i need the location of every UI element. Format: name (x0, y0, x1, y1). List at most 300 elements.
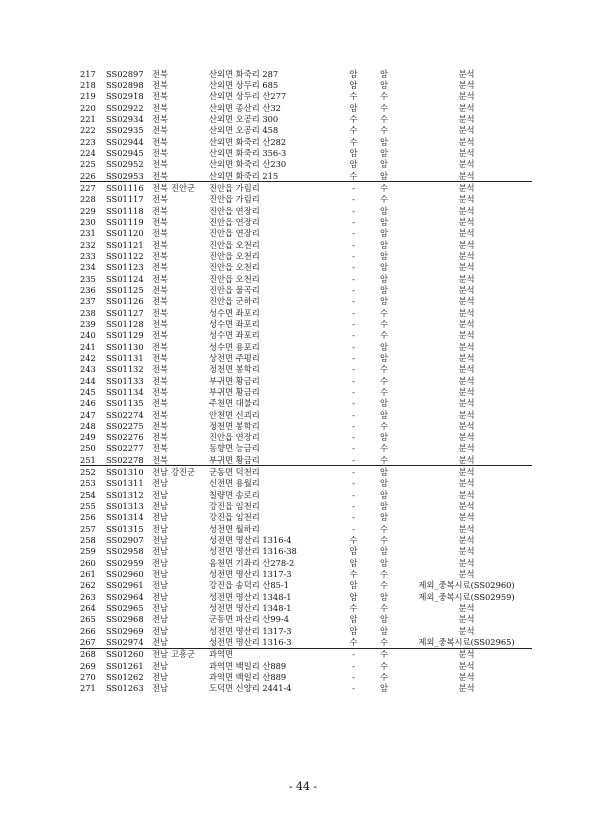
analysis-note: 분석 (458, 364, 475, 375)
sex-b: 암 (379, 546, 388, 557)
row-number: 238 (80, 307, 96, 318)
analysis-note: 분석 (458, 136, 475, 147)
county (171, 79, 209, 90)
sample-id: SS02953 (106, 170, 144, 181)
analysis-note: 분석 (458, 341, 475, 352)
sex-b: 암 (379, 250, 388, 261)
row-number: 246 (80, 398, 96, 409)
sex-a: - (352, 284, 355, 295)
sex-b: 수 (367, 182, 401, 194)
analysis-note: 분석 (458, 113, 475, 124)
address: 부귀면 황금리 (209, 454, 260, 465)
sample-id: SS01119 (106, 216, 144, 227)
sample-id: SS01135 (106, 398, 144, 409)
address: 진안읍 연장리 (209, 216, 260, 227)
analysis-note: 분석 (458, 386, 475, 397)
sample-id: SS02964 (106, 591, 144, 602)
county (171, 512, 209, 523)
sex-b: 수 (379, 454, 388, 465)
address: 산외면 화죽리 산230 (209, 159, 287, 170)
table-row (80, 318, 532, 329)
sex-a: - (352, 228, 355, 239)
row-number: 229 (80, 205, 96, 216)
sex-a: - (352, 478, 355, 489)
address: 진안읍 오천리 (209, 262, 260, 273)
table-row (80, 194, 532, 205)
analysis-note: 분석 (458, 512, 475, 523)
province: 전북 (152, 170, 169, 181)
analysis-note: 분석 (458, 614, 475, 625)
address: 산외면 종산리 산32 (209, 102, 281, 113)
analysis-note: 분석 (458, 625, 475, 636)
province: 전북 (152, 318, 169, 329)
sex-b: 암 (379, 591, 388, 602)
sample-id: SS02934 (106, 113, 144, 124)
table-row (80, 591, 532, 602)
row-number: 252 (80, 466, 106, 478)
sex-b: 수 (379, 113, 388, 124)
county (171, 147, 209, 158)
county (171, 386, 209, 397)
county (171, 102, 209, 113)
analysis-note: 분석 (458, 102, 475, 113)
address: 군동면 파산리 산99-4 (209, 614, 290, 625)
sex-a: 수 (349, 125, 358, 136)
address: 진안읍 가림리 (209, 194, 260, 205)
table-row (80, 568, 532, 579)
analysis-note: 분석 (458, 523, 475, 534)
sex-b: 수 (379, 420, 388, 431)
table-row (80, 136, 532, 147)
county (171, 660, 209, 671)
sex-a: 수 (349, 136, 358, 147)
sample-id: SS01131 (106, 352, 144, 363)
table-row (80, 273, 532, 284)
analysis-note: 분석 (458, 454, 475, 465)
table-row (80, 170, 532, 182)
address: 성전면 명산리 1348-1 (209, 603, 292, 614)
province: 전북 (152, 454, 169, 465)
sex-b: 암 (379, 501, 388, 512)
table-row (80, 671, 532, 682)
sex-a: - (352, 239, 355, 250)
sex-a: 수 (349, 569, 358, 580)
row-number: 247 (80, 409, 96, 420)
sex-b: 수 (379, 637, 388, 648)
row-number: 255 (80, 501, 96, 512)
table-row (80, 102, 532, 113)
sex-a: - (352, 216, 355, 227)
address: 산외면 화죽리 356-3 (209, 147, 287, 158)
sex-b: 수 (379, 523, 388, 534)
address: 부귀면 황금리 (209, 386, 260, 397)
sample-table (80, 68, 532, 694)
row-number: 241 (80, 341, 96, 352)
sex-a: - (352, 205, 355, 216)
analysis-note: 분석 (458, 432, 475, 443)
county (171, 625, 209, 636)
address: 부귀면 황금리 (209, 375, 260, 386)
address: 성전면 명산리 1316-3 (209, 637, 292, 648)
sex-a: - (352, 341, 355, 352)
sex-b: 수 (379, 102, 388, 113)
province: 전북 (152, 296, 169, 307)
sex-b: 암 (379, 228, 388, 239)
sex-a: - (352, 318, 355, 329)
address: 과역면 백일리 산889 (209, 660, 287, 671)
table-row (80, 523, 532, 534)
province: 전북 (152, 91, 169, 102)
sex-a: - (352, 420, 355, 431)
sex-b: 암 (379, 170, 388, 181)
county (171, 136, 209, 147)
county (171, 318, 209, 329)
analysis-note: 분석 (458, 420, 475, 431)
row-number: 220 (80, 102, 96, 113)
county (171, 443, 209, 454)
province: 전북 (152, 273, 169, 284)
sex-a: 암 (349, 580, 358, 591)
table-row (80, 409, 532, 420)
sex-a: 암 (349, 102, 358, 113)
county (171, 239, 209, 250)
sex-a: - (352, 501, 355, 512)
county (171, 352, 209, 363)
address: 성수면 좌포리 (209, 318, 260, 329)
sex-b: 수 (379, 318, 388, 329)
sample-id: SS01261 (106, 660, 144, 671)
sample-id: SS01126 (106, 296, 144, 307)
table-row (80, 284, 532, 295)
sex-a: - (352, 454, 355, 465)
sex-a: - (352, 364, 355, 375)
province: 전남 (152, 523, 169, 534)
sex-a: - (352, 409, 355, 420)
sample-id: SS02278 (106, 454, 144, 465)
province: 전남 (152, 535, 169, 546)
county (171, 341, 209, 352)
address: 성수면 좌포리 (209, 307, 260, 318)
row-number: 221 (80, 113, 96, 124)
sex-a: 암 (349, 68, 358, 79)
county (171, 113, 209, 124)
address: 산외면 상두리 685 (209, 79, 279, 90)
row-number: 217 (80, 68, 96, 79)
row-number: 263 (80, 591, 96, 602)
table-row (80, 375, 532, 386)
province: 전북 (152, 352, 169, 363)
row-number: 223 (80, 136, 96, 147)
sample-id: SS02277 (106, 443, 144, 454)
row-number: 225 (80, 159, 96, 170)
address: 과역면 (209, 648, 340, 660)
address: 성수면 좌포리 (209, 330, 260, 341)
sex-a: - (352, 330, 355, 341)
row-number: 218 (80, 79, 96, 90)
analysis-note: 분석 (401, 648, 532, 660)
sample-id: SS01260 (106, 648, 152, 660)
row-number: 242 (80, 352, 96, 363)
row-number: 239 (80, 318, 96, 329)
table-row (80, 466, 532, 478)
sex-a: 암 (349, 79, 358, 90)
address: 진안읍 연장리 (209, 432, 260, 443)
sample-id: SS01118 (106, 205, 144, 216)
county: 진안군 (171, 182, 209, 194)
table-row (80, 636, 532, 648)
table-row (80, 330, 532, 341)
table-row (80, 228, 532, 239)
address: 동향면 능금리 (209, 443, 260, 454)
province: 전남 (152, 557, 169, 568)
row-number: 256 (80, 512, 96, 523)
sample-id: SS01123 (106, 262, 144, 273)
county (171, 228, 209, 239)
address: 옴천면 기좌리 산278-2 (209, 557, 295, 568)
sample-id: SS02974 (106, 637, 144, 648)
province: 전북 (152, 159, 169, 170)
analysis-note: 제외_중복시료(SS02965) (418, 637, 515, 648)
sample-id: SS01120 (106, 228, 144, 239)
row-number: 254 (80, 489, 96, 500)
table-row (80, 250, 532, 261)
address: 도덕면 신양리 2441-4 (209, 683, 292, 694)
sample-id: SS02922 (106, 102, 144, 113)
sex-a: 수 (349, 91, 358, 102)
address: 진안읍 연장리 (209, 205, 260, 216)
table-row (80, 113, 532, 124)
sex-b: 수 (379, 307, 388, 318)
address: 정천면 봉학리 (209, 364, 260, 375)
row-number: 261 (80, 569, 96, 580)
analysis-note: 분석 (458, 683, 475, 694)
province: 전북 (152, 125, 169, 136)
analysis-note: 분석 (458, 318, 475, 329)
sample-id: SS02274 (106, 409, 144, 420)
county (171, 284, 209, 295)
table-row (80, 580, 532, 591)
analysis-note: 분석 (458, 296, 475, 307)
province: 전남 (152, 466, 171, 478)
sample-id: SS01132 (106, 364, 144, 375)
sex-b: 수 (379, 125, 388, 136)
sex-a: 암 (349, 591, 358, 602)
row-number: 226 (80, 170, 96, 181)
table-row (80, 500, 532, 511)
table-row (80, 432, 532, 443)
province: 전북 (152, 375, 169, 386)
province: 전남 (152, 512, 169, 523)
sample-id: SS01315 (106, 523, 144, 534)
sample-id: SS01130 (106, 341, 144, 352)
analysis-note: 분석 (458, 91, 475, 102)
county (171, 68, 209, 79)
county (171, 330, 209, 341)
row-number: 222 (80, 125, 96, 136)
province: 전북 (152, 262, 169, 273)
table-row (80, 443, 532, 454)
sample-id: SS02276 (106, 432, 144, 443)
province: 전남 (152, 603, 169, 614)
sex-b: 수 (379, 194, 388, 205)
address: 진안읍 군하리 (209, 296, 260, 307)
analysis-note: 분석 (401, 182, 532, 194)
sex-b: 암 (379, 512, 388, 523)
sample-id: SS01262 (106, 672, 144, 683)
address: 상전면 주평리 (209, 352, 260, 363)
county (171, 478, 209, 489)
sex-a: - (352, 660, 355, 671)
county (171, 636, 209, 648)
address: 강진읍 임천리 (209, 512, 260, 523)
province: 전북 (152, 136, 169, 147)
table-row (80, 614, 532, 625)
province: 전남 (152, 478, 169, 489)
province: 전북 (152, 364, 169, 375)
table-row (80, 512, 532, 523)
province: 전북 (152, 102, 169, 113)
page-number: - 44 - (288, 780, 318, 793)
analysis-note: 분석 (458, 398, 475, 409)
table-row (80, 159, 532, 170)
province: 전북 (152, 194, 169, 205)
county (171, 125, 209, 136)
table-row (80, 364, 532, 375)
sample-id: SS02958 (106, 546, 144, 557)
province: 전북 (152, 432, 169, 443)
address: 성전면 명산리 1316-38 (209, 546, 297, 557)
province: 전남 (152, 591, 169, 602)
sex-b: 암 (379, 409, 388, 420)
sex-a: - (340, 648, 367, 660)
address: 성전면 명산리 1348-1 (209, 591, 292, 602)
sample-id: SS01128 (106, 318, 144, 329)
sex-b: 수 (367, 648, 401, 660)
county (171, 307, 209, 318)
row-number: 227 (80, 182, 106, 194)
sex-a: - (352, 352, 355, 363)
analysis-note: 분석 (458, 569, 475, 580)
row-number: 234 (80, 262, 96, 273)
table-row (80, 91, 532, 102)
sex-a: - (352, 250, 355, 261)
analysis-note: 분석 (458, 603, 475, 614)
table-row (80, 557, 532, 568)
province: 전남 (152, 637, 169, 648)
table-row (80, 68, 532, 79)
address: 진안읍 오천리 (209, 239, 260, 250)
province: 전북 (152, 284, 169, 295)
sex-b: 암 (379, 284, 388, 295)
analysis-note: 분석 (458, 250, 475, 261)
sex-a: 수 (349, 113, 358, 124)
county (171, 546, 209, 557)
sample-id: SS01263 (106, 683, 144, 694)
sex-a: - (352, 523, 355, 534)
sample-id: SS01314 (106, 512, 144, 523)
table-row (80, 205, 532, 216)
county (171, 602, 209, 613)
address: 진안읍 연장리 (209, 228, 260, 239)
address: 군동면 덕천리 (209, 466, 340, 478)
sex-a: - (340, 466, 367, 478)
sex-b: 암 (379, 79, 388, 90)
row-number: 230 (80, 216, 96, 227)
address: 정천면 봉학리 (209, 420, 260, 431)
analysis-note: 분석 (458, 672, 475, 683)
county (171, 671, 209, 682)
province: 전남 (152, 569, 169, 580)
sex-b: 암 (379, 352, 388, 363)
analysis-note: 분석 (458, 375, 475, 386)
address: 산외면 오공리 458 (209, 125, 279, 136)
analysis-note: 분석 (458, 239, 475, 250)
county (171, 170, 209, 182)
address: 산외면 화죽리 215 (209, 170, 279, 181)
sample-id: SS01116 (106, 182, 152, 194)
sample-id: SS02961 (106, 580, 144, 591)
address: 칠량면 송로리 (209, 489, 260, 500)
sex-a: 암 (349, 557, 358, 568)
province: 전북 (152, 68, 169, 79)
county (171, 432, 209, 443)
sample-id: SS02969 (106, 625, 144, 636)
sample-table-body (80, 68, 532, 694)
sex-b: 수 (379, 364, 388, 375)
sex-b: 수 (379, 569, 388, 580)
table-row (80, 125, 532, 136)
row-number: 260 (80, 557, 96, 568)
table-row (80, 398, 532, 409)
sample-id: SS01124 (106, 273, 144, 284)
sex-a: 암 (349, 147, 358, 158)
row-number: 232 (80, 239, 96, 250)
row-number: 269 (80, 660, 96, 671)
analysis-note: 분석 (458, 228, 475, 239)
row-number: 228 (80, 194, 96, 205)
sex-b: 암 (379, 216, 388, 227)
sex-a: 수 (349, 535, 358, 546)
address: 진안읍 물곡리 (209, 284, 260, 295)
sex-a: 수 (349, 603, 358, 614)
province: 전북 (152, 79, 169, 90)
county (171, 568, 209, 579)
sex-b: 수 (379, 386, 388, 397)
sample-id: SS02897 (106, 68, 144, 79)
analysis-note: 분석 (458, 262, 475, 273)
sample-id: SS01125 (106, 284, 144, 295)
county (171, 91, 209, 102)
province: 전북 (152, 307, 169, 318)
province: 전북 (152, 239, 169, 250)
county (171, 454, 209, 466)
row-number: 270 (80, 672, 96, 683)
county (171, 523, 209, 534)
row-number: 248 (80, 420, 96, 431)
sex-b: 암 (379, 341, 388, 352)
sample-id: SS01312 (106, 489, 144, 500)
sex-b: 암 (379, 683, 388, 694)
address: 성전면 명산리 1317-3 (209, 625, 292, 636)
table-row (80, 489, 532, 500)
sample-id: SS02960 (106, 569, 144, 580)
sex-a: - (352, 194, 355, 205)
sample-id: SS02907 (106, 535, 144, 546)
province: 전북 (152, 330, 169, 341)
row-number: 245 (80, 386, 96, 397)
province: 전북 (152, 409, 169, 420)
row-number: 244 (80, 375, 96, 386)
